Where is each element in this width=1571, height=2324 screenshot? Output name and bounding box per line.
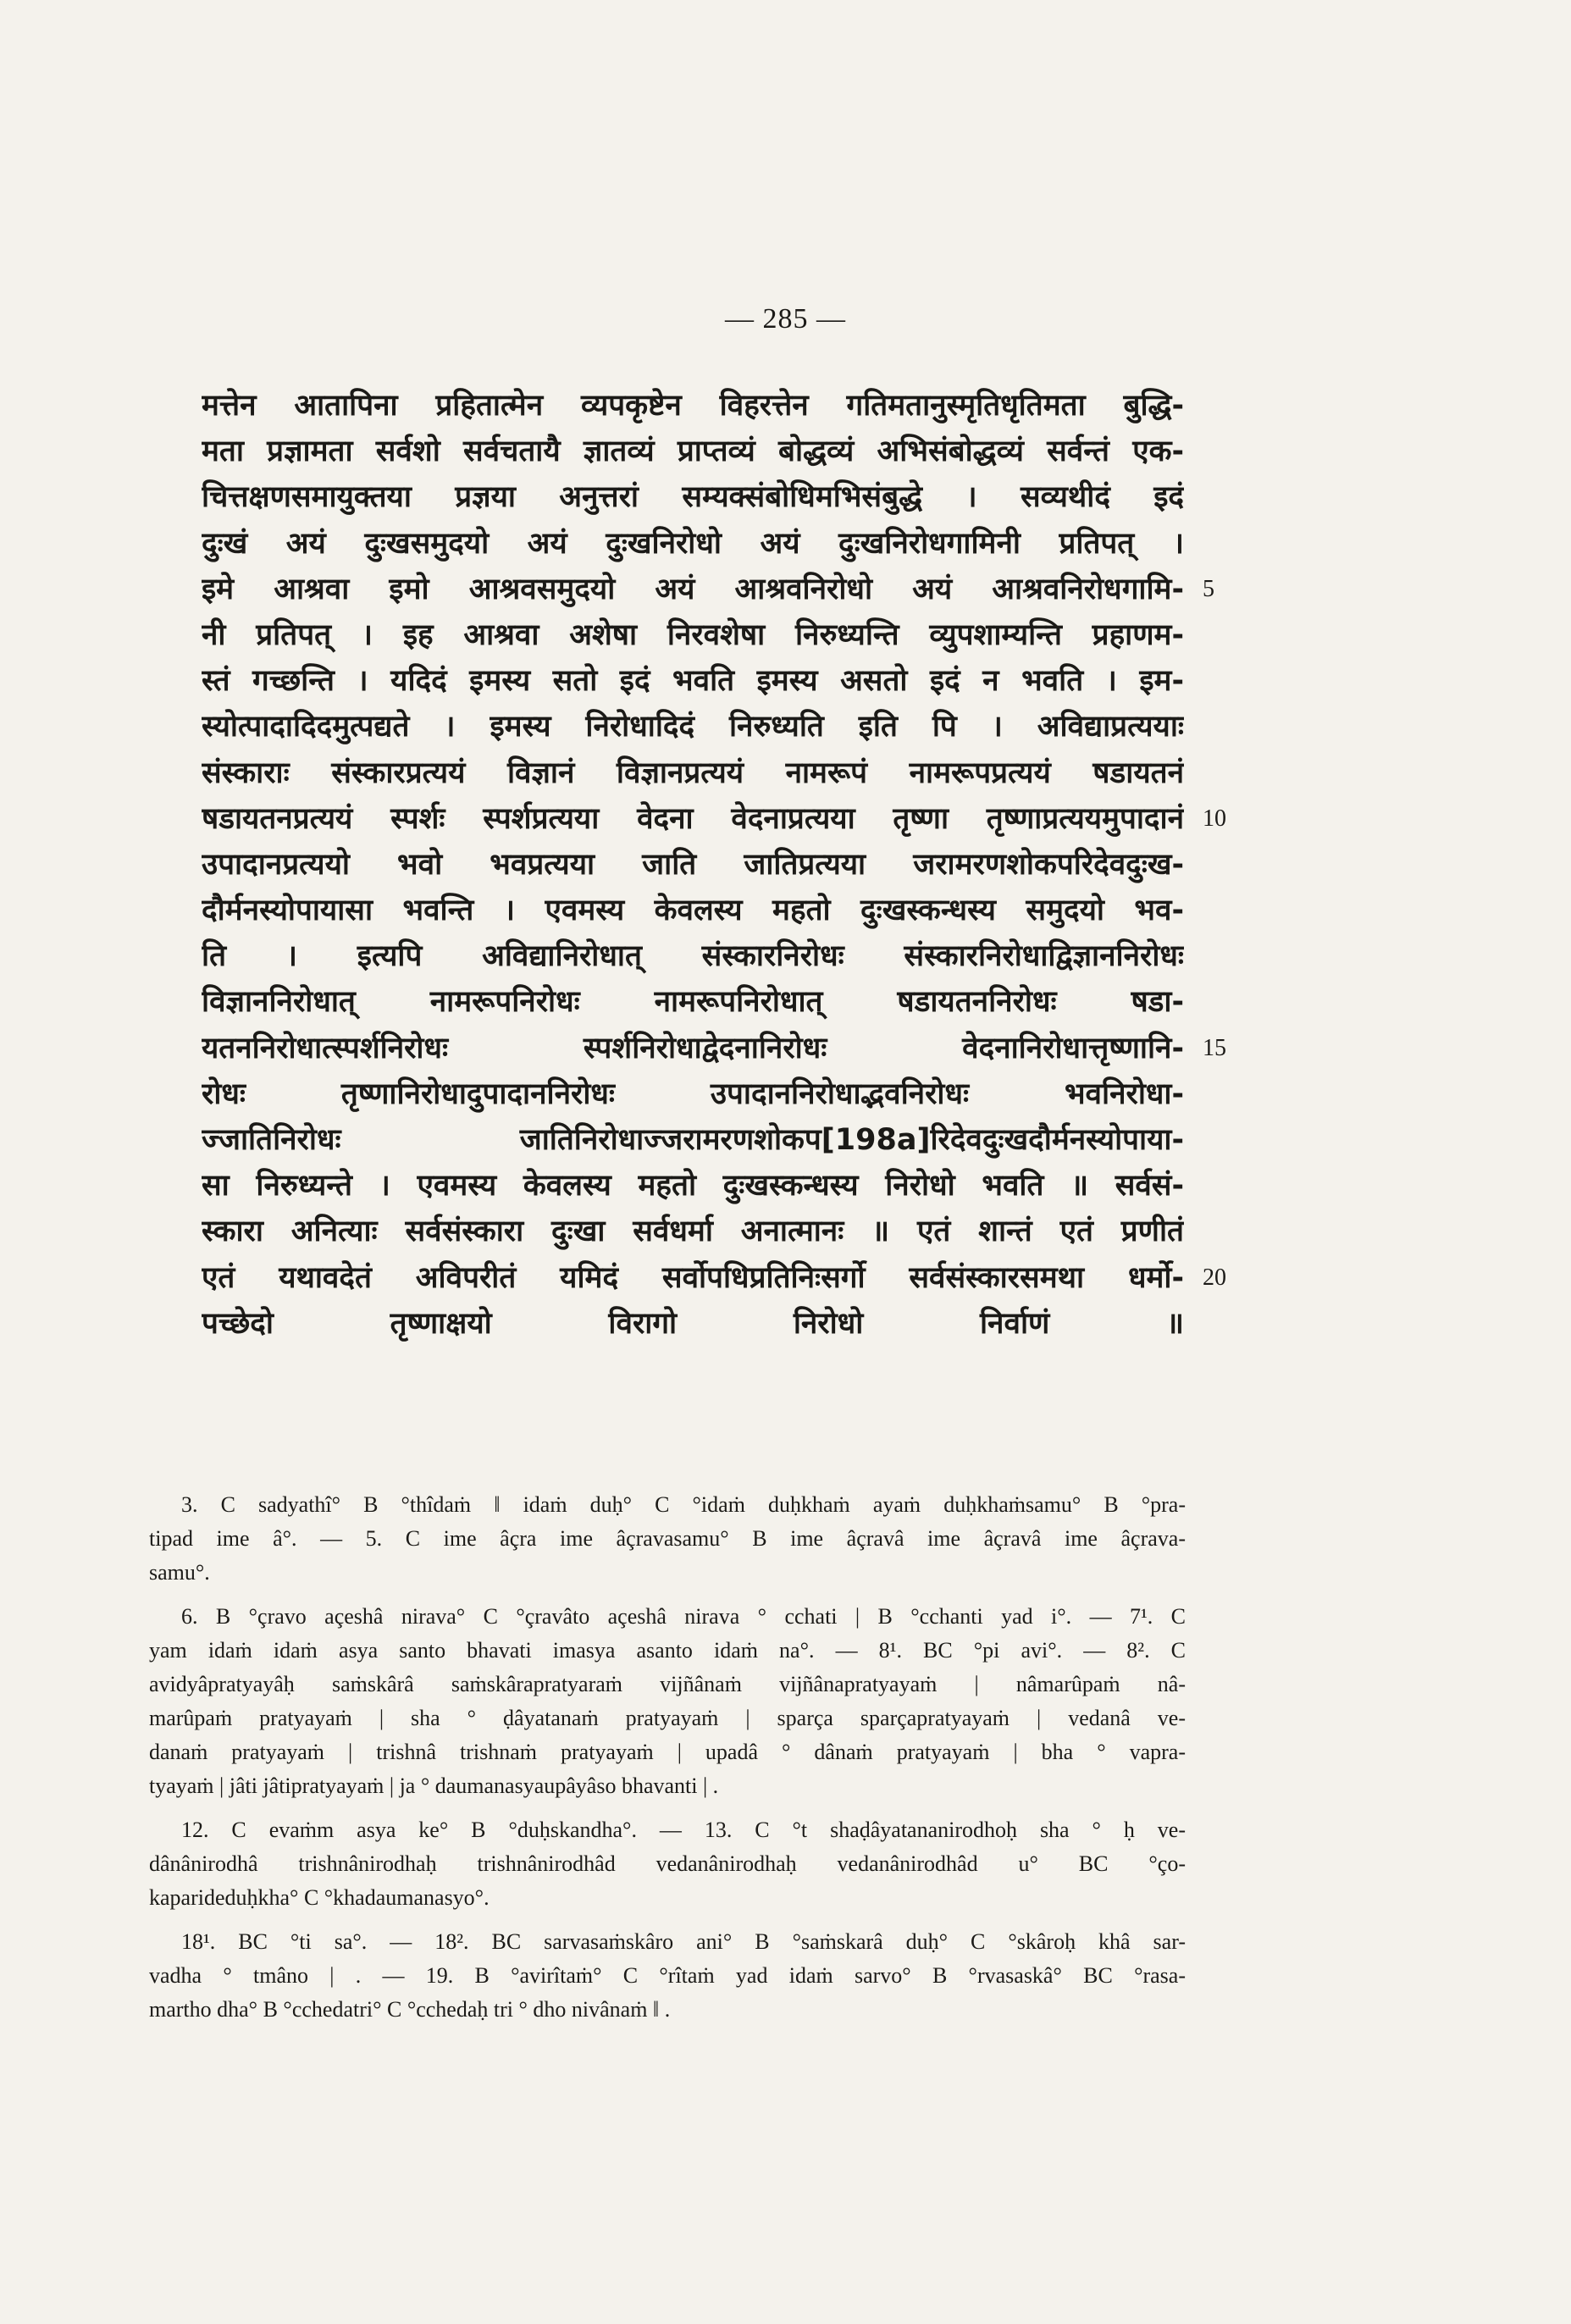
note-line: 18¹. BC °ti sa°. — 18². BC sarvasaṁskâro ani° B °saṁskarâ duḥ° C °skâroḥ khâ sar- [181,1929,1186,1954]
text-line: दौर्मनस्योपायासा भवन्ति । एवमस्य केवलस्य महतो दुःखस्कन्धस्य समुदयो भव- [202,894,1184,928]
note-line: avidyâpratyayâḥ saṁskârâ saṁskârapratyaraṁ vijñânaṁ vijñânapratyayaṁ | nâmarûpaṁ nâ- [149,1672,1186,1696]
note-line: marûpaṁ pratyayaṁ | sha ° ḍâyatanaṁ pratyayaṁ | sparça sparçapratyayaṁ | vedanâ ve- [149,1706,1186,1730]
line-number [1203,979,1253,1025]
text-line: दुःखं अयं दुःखसमुदयो अयं दुःखनिरोधो अयं दुःखनिरोधगामिनी प्रतिपत् । [202,526,1184,561]
note-line: 6. B °çravo açeshâ nirava° C °çravâto açeshâ nirava ° cchati | B °cchanti yad i°. — 7¹. C [181,1604,1186,1629]
text-line: चित्तक्षणसमायुक्तया प्रज्ञया अनुत्तरां सम्यक्संबोधिमभिसंबुद्धे । सव्यथीदं इदं [202,480,1184,515]
line-number [1203,1209,1253,1254]
note-line: 3. C sadyathî° B °thîdaṁ ‖ idaṁ duḥ° C °idaṁ duḥkhaṁ ayaṁ duḥkhaṁsamu° B °pra- [181,1492,1186,1517]
line-number [1203,1301,1253,1347]
text-line: उपादानप्रत्ययो भवो भवप्रत्यया जाति जातिप्रत्यया जरामरणशोकपरिदेवदुःख- [202,847,1184,882]
text-line: स्तं गच्छन्ति । यदिदं इमस्य सतो इदं भवति इमस्य असतो इदं न भवति । इम- [202,664,1184,699]
line-number: 5 [1203,575,1214,602]
text-line: रोधः तृष्णानिरोधादुपादाननिरोधः उपादाननिरोधाद्भवनिरोधः भवनिरोधा- [202,1076,1184,1111]
sanskrit-text-block [202,383,1184,1347]
text-line: एतं यथावदेतं अविपरीतं यमिदं सर्वोपधिप्रतिनिःसर्गो सर्वसंस्कारसमथा धर्मो- [202,1260,1184,1295]
text-line: पच्छेदो तृष्णाक्षयो विरागो निरोधो निर्वाणं ॥ [202,1306,1184,1341]
line-number [1203,474,1253,520]
line-number: 20 [1203,1264,1226,1291]
line-number [1203,933,1253,979]
line-number [1203,1163,1253,1209]
text-line: मत्तेन आतापिना प्रहितात्मेन व्यपकृष्टेन विहरत्तेन गतिमतानुस्मृतिधृतिमता बुद्धि- [202,389,1184,423]
line-number [1203,704,1253,750]
page-number: — 285 — [725,303,846,335]
critical-apparatus [149,1488,1186,2037]
text-line: ज्जातिनिरोधः जातिनिरोधाज्जरामरणशोकप[198a]रिदेवदुःखदौर्मनस्योपाया- [202,1123,1184,1157]
text-line: नी प्रतिपत् । इह आश्रवा अशेषा निरवशेषा निरुध्यन्ति व्युपशाम्यन्ति प्रहाणम- [202,617,1184,652]
text-line: स्योत्पादादिदमुत्पद्यते । इमस्य निरोधादिदं निरुध्यति इति पि । अविद्याप्रत्ययाः [202,710,1184,744]
note-paragraph [149,1813,1186,1915]
text-line: षडायतनप्रत्ययं स्पर्शः स्पर्शप्रत्यया वेदना वेदनाप्रत्यया तृष्णा तृष्णाप्रत्ययमुपादानं [202,801,1184,836]
line-number [1203,842,1253,888]
line-number-column [1203,383,1253,1347]
line-number [1203,1117,1253,1163]
note-line: tyayaṁ | jâti jâtipratyayaṁ | ja ° daumanasyaupâyâso bhavanti | . [149,1773,719,1798]
note-line: yam idaṁ idaṁ asya santo bhavati imasya asanto idaṁ na°. — 8¹. BC °pi avi°. — 8². C [149,1638,1186,1663]
note-line: vadha ° tmâno | . — 19. B °avirîtaṁ° C °rîtaṁ yad idaṁ sarvo° B °rvasaskâ° BC °rasa- [149,1963,1186,1988]
text-line: यतननिरोधात्स्पर्शनिरोधः स्पर्शनिरोधाद्वेदनानिरोधः वेदनानिरोधात्तृष्णानि- [202,1031,1184,1065]
note-paragraph [149,1600,1186,1803]
note-line: dânânirodhâ trishnânirodhaḥ trishnânirodhâd vedanânirodhaḥ vedanânirodhâd u° BC °ço- [149,1851,1186,1876]
line-number [1203,658,1253,704]
line-number [1203,612,1253,658]
note-paragraph [149,1488,1186,1590]
line-number [1203,521,1253,567]
text-line: विज्ञाननिरोधात् नामरूपनिरोधः नामरूपनिरोधात् षडायतननिरोधः षडा- [202,985,1184,1020]
text-line: संस्काराः संस्कारप्रत्ययं विज्ञानं विज्ञानप्रत्ययं नामरूपं नामरूपप्रत्ययं षडायतनं [202,755,1184,790]
text-line: सा निरुध्यन्ते । एवमस्य केवलस्य महतो दुःखस्कन्धस्य निरोधो भवति ॥ सर्वसं- [202,1169,1184,1204]
line-number: 10 [1203,805,1226,832]
note-line: samu°. [149,1560,210,1585]
note-paragraph [149,1925,1186,2027]
line-number [1203,750,1253,796]
note-line: 12. C evaṁm asya ke° B °duḥskandha°. — 13. C °t shaḍâyatananirodhoḥ sha ° ḥ ve- [181,1818,1186,1842]
text-line: ति । इत्यपि अविद्यानिरोधात् संस्कारनिरोधः संस्कारनिरोधाद्विज्ञाननिरोधः [202,939,1184,974]
text-line: इमे आश्रवा इमो आश्रवसमुदयो अयं आश्रवनिरोधो अयं आश्रवनिरोधगामि- [202,572,1184,606]
text-line: मता प्रज्ञामता सर्वशो सर्वचतायै ज्ञातव्यं प्राप्तव्यं बोद्धव्यं अभिसंबोद्धव्यं सर्वन्तं एक- [202,434,1184,469]
note-line: tipad ime â°. — 5. C ime âçra ime âçravasamu° B ime âçravâ ime âçravâ ime âçrava- [149,1526,1186,1551]
text-line: स्कारा अनित्याः सर्वसंस्कारा दुःखा सर्वधर्मा अनात्मानः ॥ एतं शान्तं एतं प्रणीतं [202,1215,1184,1249]
line-number [1203,383,1253,429]
line-number: 15 [1203,1034,1226,1061]
line-number [1203,1071,1253,1117]
line-number [1203,888,1253,933]
note-line: martho dha° B °cchedatri° C °cchedaḥ tri ° dho nivânaṁ ‖ . [149,1997,671,2022]
note-line: kaparideduḥkha° C °khadaumanasyo°. [149,1885,490,1910]
note-line: danaṁ pratyayaṁ | trishnâ trishnaṁ pratyayaṁ | upadâ ° dânaṁ pratyayaṁ | bha ° vapra- [149,1740,1186,1764]
line-number [1203,429,1253,474]
text-notes-separator [202,1469,1184,1470]
